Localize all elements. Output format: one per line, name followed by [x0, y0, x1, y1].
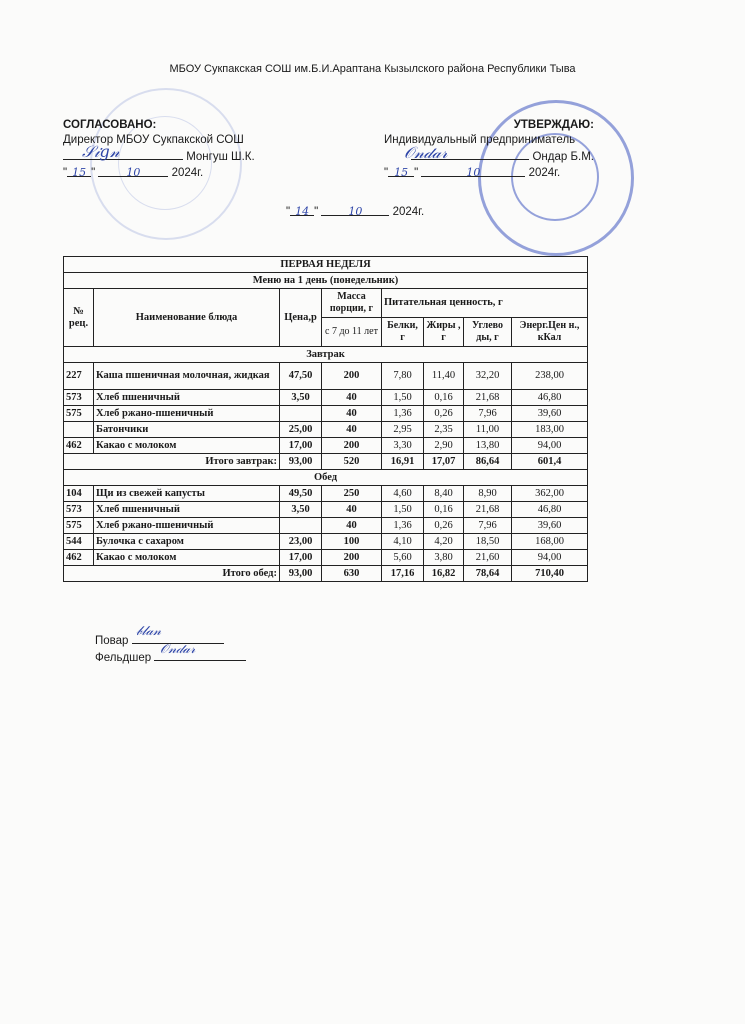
cell-mass: 40 [322, 406, 382, 422]
cell-protein: 1,50 [382, 502, 424, 518]
cell-fat: 8,40 [424, 486, 464, 502]
table-row [64, 486, 588, 502]
table-row [64, 550, 588, 566]
cell-price: 3,50 [280, 390, 322, 406]
lunch-rows [64, 486, 588, 566]
cell-energy: 39,60 [512, 406, 588, 422]
cell-fat: 3,80 [424, 550, 464, 566]
section-lunch: Обед [64, 470, 588, 486]
cell-rec: 573 [64, 390, 94, 406]
approval-right-day: 15 [394, 166, 409, 179]
header-protein: Белки, г [382, 318, 424, 347]
signature-line [63, 148, 183, 160]
cell-rec [64, 422, 94, 438]
header-energy: Энерг.Цен н., кКал [512, 318, 588, 347]
breakfast-rows [64, 363, 588, 454]
cell-price: 47,50 [280, 363, 322, 390]
cell-protein: 4,10 [382, 534, 424, 550]
approval-left: СОГЛАСОВАНО: Директор МБОУ Сукпакской СОШ Монгуш Ш.К. " 15 " 10 2024г. [63, 118, 293, 181]
approval-right-year: 2024г. [528, 167, 561, 179]
cook-label: Повар [95, 635, 129, 647]
cell-fat: 2,35 [424, 422, 464, 438]
table-row [64, 363, 588, 390]
cell-mass: 250 [322, 486, 382, 502]
breakfast-total-energy: 601,4 [512, 454, 588, 470]
lunch-total-protein: 17,16 [382, 566, 424, 582]
cell-energy: 362,00 [512, 486, 588, 502]
cell-fat: 0,16 [424, 390, 464, 406]
breakfast-total-fat: 17,07 [424, 454, 464, 470]
cell-carbs: 21,68 [464, 390, 512, 406]
breakfast-total-mass: 520 [322, 454, 382, 470]
cell-mass: 200 [322, 550, 382, 566]
header-fat: Жиры , г [424, 318, 464, 347]
cell-mass: 200 [322, 363, 382, 390]
cell-carbs: 8,90 [464, 486, 512, 502]
table-row [64, 518, 588, 534]
approval-right-month: 10 [466, 166, 481, 179]
table-row [64, 422, 588, 438]
cell-rec: 462 [64, 438, 94, 454]
cell-mass: 40 [322, 518, 382, 534]
cell-carbs: 7,96 [464, 518, 512, 534]
table-row [64, 534, 588, 550]
header-dish: Наименование блюда [94, 289, 280, 347]
lunch-total-row [64, 566, 588, 582]
table-row [64, 390, 588, 406]
cell-dish: Хлеб ржано-пшеничный [94, 406, 280, 422]
cell-protein: 4,60 [382, 486, 424, 502]
cell-energy: 46,80 [512, 390, 588, 406]
cell-dish: Щи из свежей капусты [94, 486, 280, 502]
cell-carbs: 21,60 [464, 550, 512, 566]
header-mass: Масса порции, г [322, 289, 382, 318]
lunch-total-label: Итого обед: [64, 566, 280, 582]
organization-header: МБОУ Сукпакская СОШ им.Б.И.Араптана Кызылского района Республики Тыва [169, 63, 576, 75]
week-title: ПЕРВАЯ НЕДЕЛЯ [64, 257, 588, 273]
lunch-total-energy: 710,40 [512, 566, 588, 582]
approval-left-year: 2024г. [171, 167, 204, 179]
lunch-total-mass: 630 [322, 566, 382, 582]
cell-rec: 573 [64, 502, 94, 518]
document-date-month: 10 [348, 205, 363, 218]
breakfast-total-carbs: 86,64 [464, 454, 512, 470]
section-breakfast: Завтрак [64, 347, 588, 363]
entrepreneur-signature: 𝒪𝓃𝒹𝒶𝓇 [404, 143, 448, 162]
cell-dish: Каша пшеничная молочная, жидкая [94, 363, 280, 390]
cell-energy: 39,60 [512, 518, 588, 534]
approval-left-day: 15 [72, 166, 87, 179]
lunch-total-fat: 16,82 [424, 566, 464, 582]
table-row [64, 406, 588, 422]
cell-fat: 0,16 [424, 502, 464, 518]
cell-carbs: 32,20 [464, 363, 512, 390]
cell-protein: 2,95 [382, 422, 424, 438]
header-rec: № рец. [64, 289, 94, 347]
cell-price [280, 518, 322, 534]
cell-rec: 544 [64, 534, 94, 550]
director-signature: 𝒮𝒾𝑔𝓃 [82, 142, 120, 161]
cell-carbs: 7,96 [464, 406, 512, 422]
cell-fat: 0,26 [424, 518, 464, 534]
cell-energy: 183,00 [512, 422, 588, 438]
cell-fat: 0,26 [424, 406, 464, 422]
document-date: " 14 " 10 2024г. [286, 205, 425, 218]
cell-price: 23,00 [280, 534, 322, 550]
cell-rec: 575 [64, 406, 94, 422]
cell-carbs: 21,68 [464, 502, 512, 518]
cell-dish: Хлеб ржано-пшеничный [94, 518, 280, 534]
approval-left-position: Директор МБОУ Сукпакской СОШ [63, 134, 244, 146]
cell-dish: Какао с молоком [94, 438, 280, 454]
cell-energy: 94,00 [512, 438, 588, 454]
approval-right-name: Ондар Б.М. [532, 151, 594, 163]
document-date-day: 14 [295, 205, 310, 218]
menu-table [63, 256, 588, 582]
cell-protein: 3,30 [382, 438, 424, 454]
cell-fat: 4,20 [424, 534, 464, 550]
cell-mass: 40 [322, 502, 382, 518]
approval-left-name: Монгуш Ш.К. [186, 151, 255, 163]
approval-right: УТВЕРЖДАЮ: Индивидуальный предприниматель Ондар Б.М. " 15 " 10 2024г. [384, 119, 594, 179]
cell-mass: 40 [322, 390, 382, 406]
cell-price: 3,50 [280, 502, 322, 518]
cell-carbs: 13,80 [464, 438, 512, 454]
cell-rec: 462 [64, 550, 94, 566]
cell-protein: 1,36 [382, 406, 424, 422]
breakfast-total-price: 93,00 [280, 454, 322, 470]
breakfast-total-row [64, 454, 588, 470]
cell-mass: 200 [322, 438, 382, 454]
approval-left-title: СОГЛАСОВАНО: [63, 119, 157, 131]
cell-energy: 238,00 [512, 363, 588, 390]
cell-dish: Хлеб пшеничный [94, 390, 280, 406]
cell-protein: 5,60 [382, 550, 424, 566]
approval-right-title: УТВЕРЖДАЮ: [513, 119, 594, 131]
breakfast-total-label: Итого завтрак: [64, 454, 280, 470]
cell-dish: Какао с молоком [94, 550, 280, 566]
cell-price [280, 406, 322, 422]
cell-mass: 40 [322, 422, 382, 438]
cell-energy: 94,00 [512, 550, 588, 566]
cell-protein: 7,80 [382, 363, 424, 390]
cell-price: 49,50 [280, 486, 322, 502]
cell-dish: Булочка с сахаром [94, 534, 280, 550]
cell-rec: 227 [64, 363, 94, 390]
cell-rec: 104 [64, 486, 94, 502]
cell-protein: 1,50 [382, 390, 424, 406]
medic-signature: 𝒪𝓃𝒹𝒶𝓇 [160, 642, 196, 657]
header-mass-sub: с 7 до 11 лет [322, 318, 382, 347]
cell-fat: 2,90 [424, 438, 464, 454]
document-date-year: 2024г. [392, 206, 425, 218]
approval-left-month: 10 [126, 166, 141, 179]
breakfast-total-protein: 16,91 [382, 454, 424, 470]
cell-carbs: 18,50 [464, 534, 512, 550]
cook-signature: 𝒷𝓁𝒶𝓃 [136, 624, 162, 639]
cell-dish: Хлеб пшеничный [94, 502, 280, 518]
cell-price: 17,00 [280, 438, 322, 454]
cell-energy: 46,80 [512, 502, 588, 518]
table-row [64, 502, 588, 518]
cell-protein: 1,36 [382, 518, 424, 534]
cell-carbs: 11,00 [464, 422, 512, 438]
header-carbs: Углево ды, г [464, 318, 512, 347]
table-row [64, 438, 588, 454]
header-price: Цена,р [280, 289, 322, 347]
cell-price: 17,00 [280, 550, 322, 566]
approval-right-position: Индивидуальный предприниматель [384, 134, 576, 146]
lunch-total-carbs: 78,64 [464, 566, 512, 582]
cell-rec: 575 [64, 518, 94, 534]
cell-dish: Батончики [94, 422, 280, 438]
lunch-total-price: 93,00 [280, 566, 322, 582]
medic-label: Фельдшер [95, 652, 152, 664]
cell-fat: 11,40 [424, 363, 464, 390]
cell-price: 25,00 [280, 422, 322, 438]
day-title: Меню на 1 день (понедельник) [64, 273, 588, 289]
cell-mass: 100 [322, 534, 382, 550]
cell-energy: 168,00 [512, 534, 588, 550]
header-nutrition: Питательная ценность, г [382, 289, 588, 318]
